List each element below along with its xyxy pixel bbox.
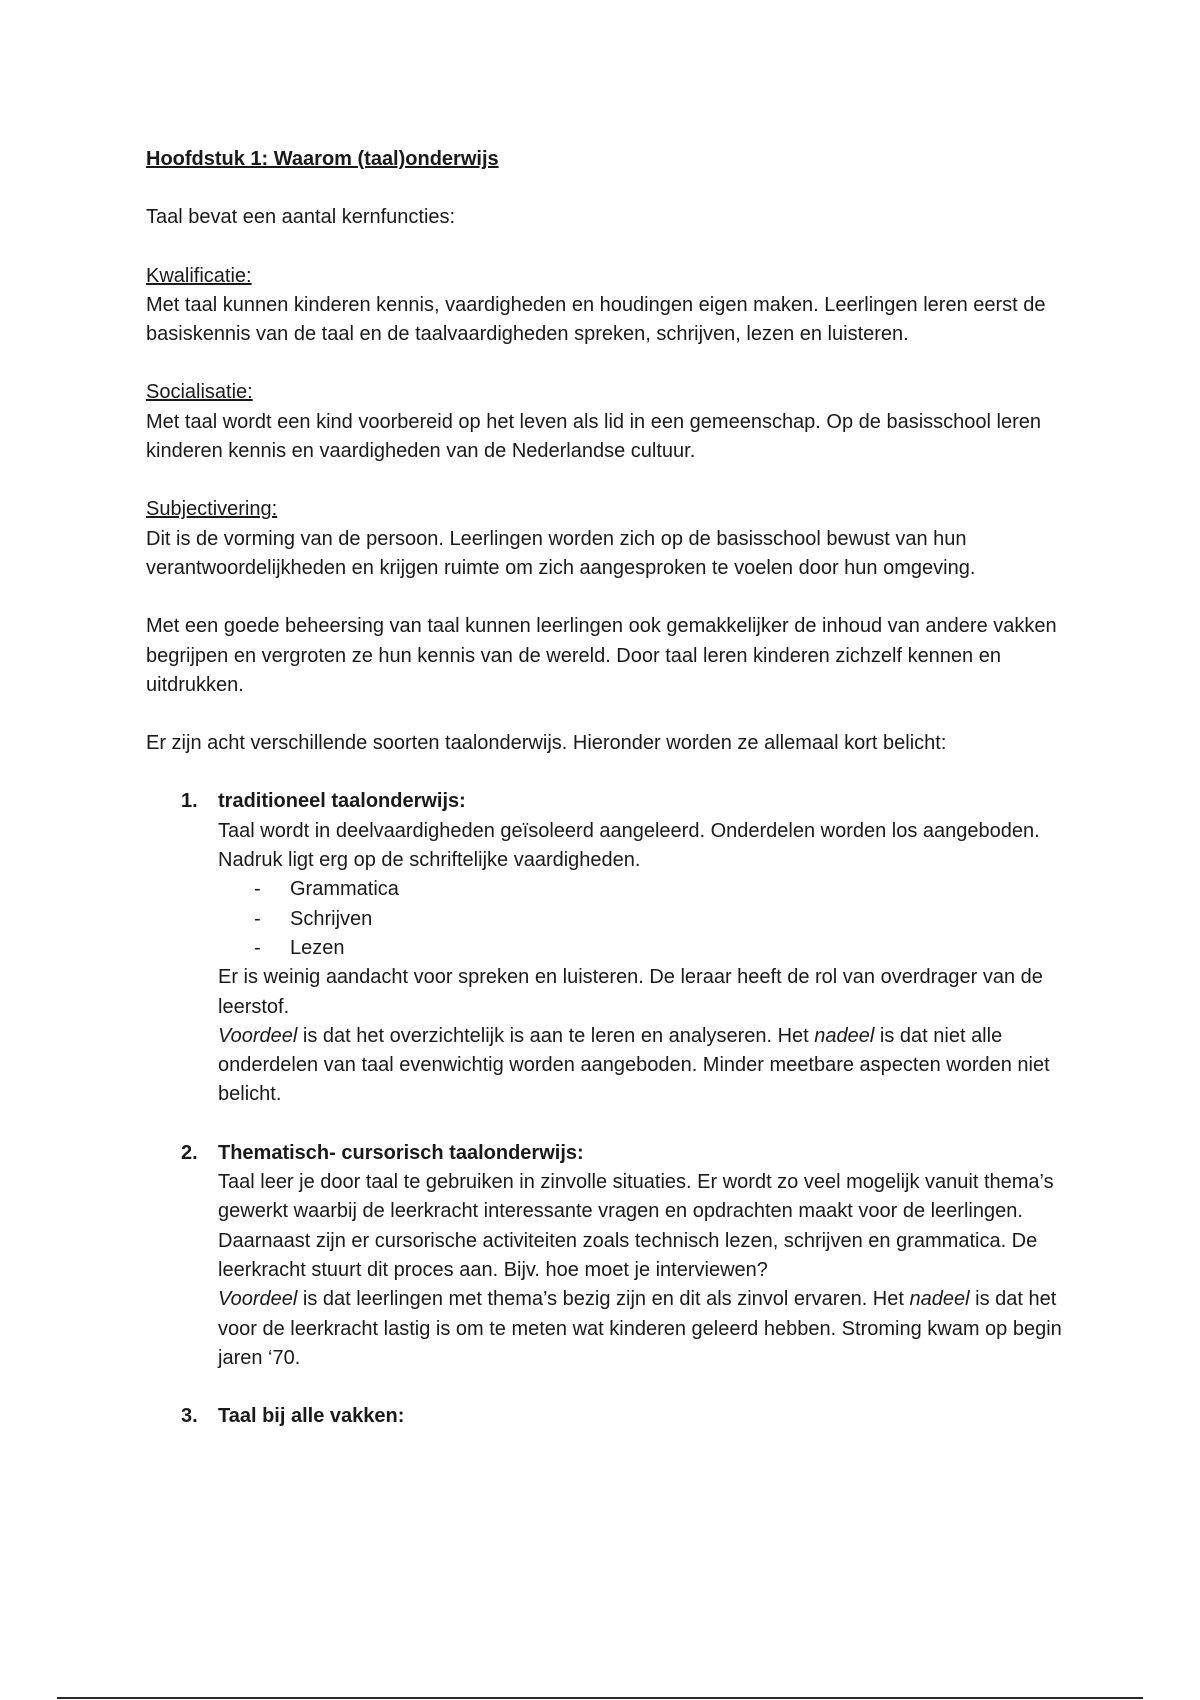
- list-item-taal-bij-alle-vakken: [146, 1402, 1086, 1431]
- bullet-item: - Schrijven: [254, 907, 373, 930]
- list-number: 1.: [181, 790, 198, 813]
- list-heading: Thematisch- cursorisch taalonderwijs:: [218, 1141, 584, 1164]
- list-heading: traditioneel taalonderwijs:: [218, 790, 466, 813]
- function-label-kwalificatie: Kwalificatie:: [146, 264, 252, 287]
- list-after-text: Er is weinig aandacht voor spreken en luisteren. De leraar heeft de rol van overdrager van de leerstof.: [218, 966, 1043, 1018]
- function-label-subjectivering: Subjectivering:: [146, 498, 278, 521]
- function-text-kwalificatie: Met taal kunnen kinderen kennis, vaardigheden en houdingen eigen maken. Leerlingen leren eerst de basiskennis van de taal en de taalvaardigheden spreken, schrijven, lezen en luisteren.: [146, 293, 1046, 346]
- function-label-socialisatie: Socialisatie:: [146, 381, 253, 404]
- document-content: [146, 145, 1086, 1431]
- pros-cons-text: Voordeel is dat het overzichtelijk is aan te leren en analyseren. Het nadeel is dat niet alle onderdelen van taal evenwichtig worden aangeboden. Minder meetbare aspecten worden niet belicht.: [218, 1024, 1050, 1106]
- list-item-traditioneel: [146, 787, 1086, 1109]
- function-text-subjectivering: Dit is de vorming van de persoon. Leerlingen worden zich op de basisschool bewust van hun verantwoordelijkheden en krijgen ruimte om zich aangesproken te voelen door hun omgeving.: [146, 527, 976, 579]
- list-number: 3.: [181, 1405, 198, 1428]
- function-text-socialisatie: Met taal wordt een kind voorbereid op het leven als lid in een gemeenschap. Op de basisschool leren kinderen kennis en vaardigheden van de Nederlandse cultuur.: [146, 410, 1041, 463]
- list-item-thematisch: [146, 1139, 1086, 1373]
- bullet-item: - Lezen: [254, 936, 345, 959]
- list-text: Taal wordt in deelvaardigheden geïsoleerd aangeleerd. Onderdelen worden los aangeboden. Nadruk ligt erg op de schriftelijke vaardigheden.: [218, 819, 1040, 872]
- page-divider: [57, 1697, 1143, 1699]
- types-intro: Er zijn acht verschillende soorten taalonderwijs. Hieronder worden ze allemaal kort belicht:: [146, 732, 947, 755]
- bullet-item: - Grammatica: [254, 878, 399, 901]
- intro-text: Taal bevat een aantal kernfuncties:: [146, 206, 456, 229]
- bullet-list: [218, 875, 1086, 963]
- pros-cons-text: Voordeel is dat leerlingen met thema’s bezig zijn en dit als zinvol ervaren. Het nadeel is dat het voor de leerkracht lastig is om te meten wat kinderen geleerd hebben. Stroming kwam op begin jaren ‘70.: [218, 1288, 1062, 1369]
- list-number: 2.: [181, 1141, 198, 1164]
- chapter-title: Hoofdstuk 1: Waarom (taal)onderwijs: [146, 148, 499, 170]
- list-heading: Taal bij alle vakken:: [218, 1405, 405, 1428]
- body-paragraph: Met een goede beheersing van taal kunnen leerlingen ook gemakkelijker de inhoud van andere vakken begrijpen en vergroten ze hun kennis van de wereld. Door taal leren kinderen zichzelf kennen en uitdrukken.: [146, 615, 1057, 696]
- list-text: Taal leer je door taal te gebruiken in zinvolle situaties. Er wordt zo veel mogelijk vanuit thema’s gewerkt waarbij de leerkracht interessante vragen en opdrachten maakt voor de leerlingen. Daarnaast zijn er cursorische activiteiten zoals technisch lezen, schrijven en grammatica. De leerkracht stuurt dit proces aan. Bijv. hoe moet je interviewen?: [218, 1171, 1054, 1281]
